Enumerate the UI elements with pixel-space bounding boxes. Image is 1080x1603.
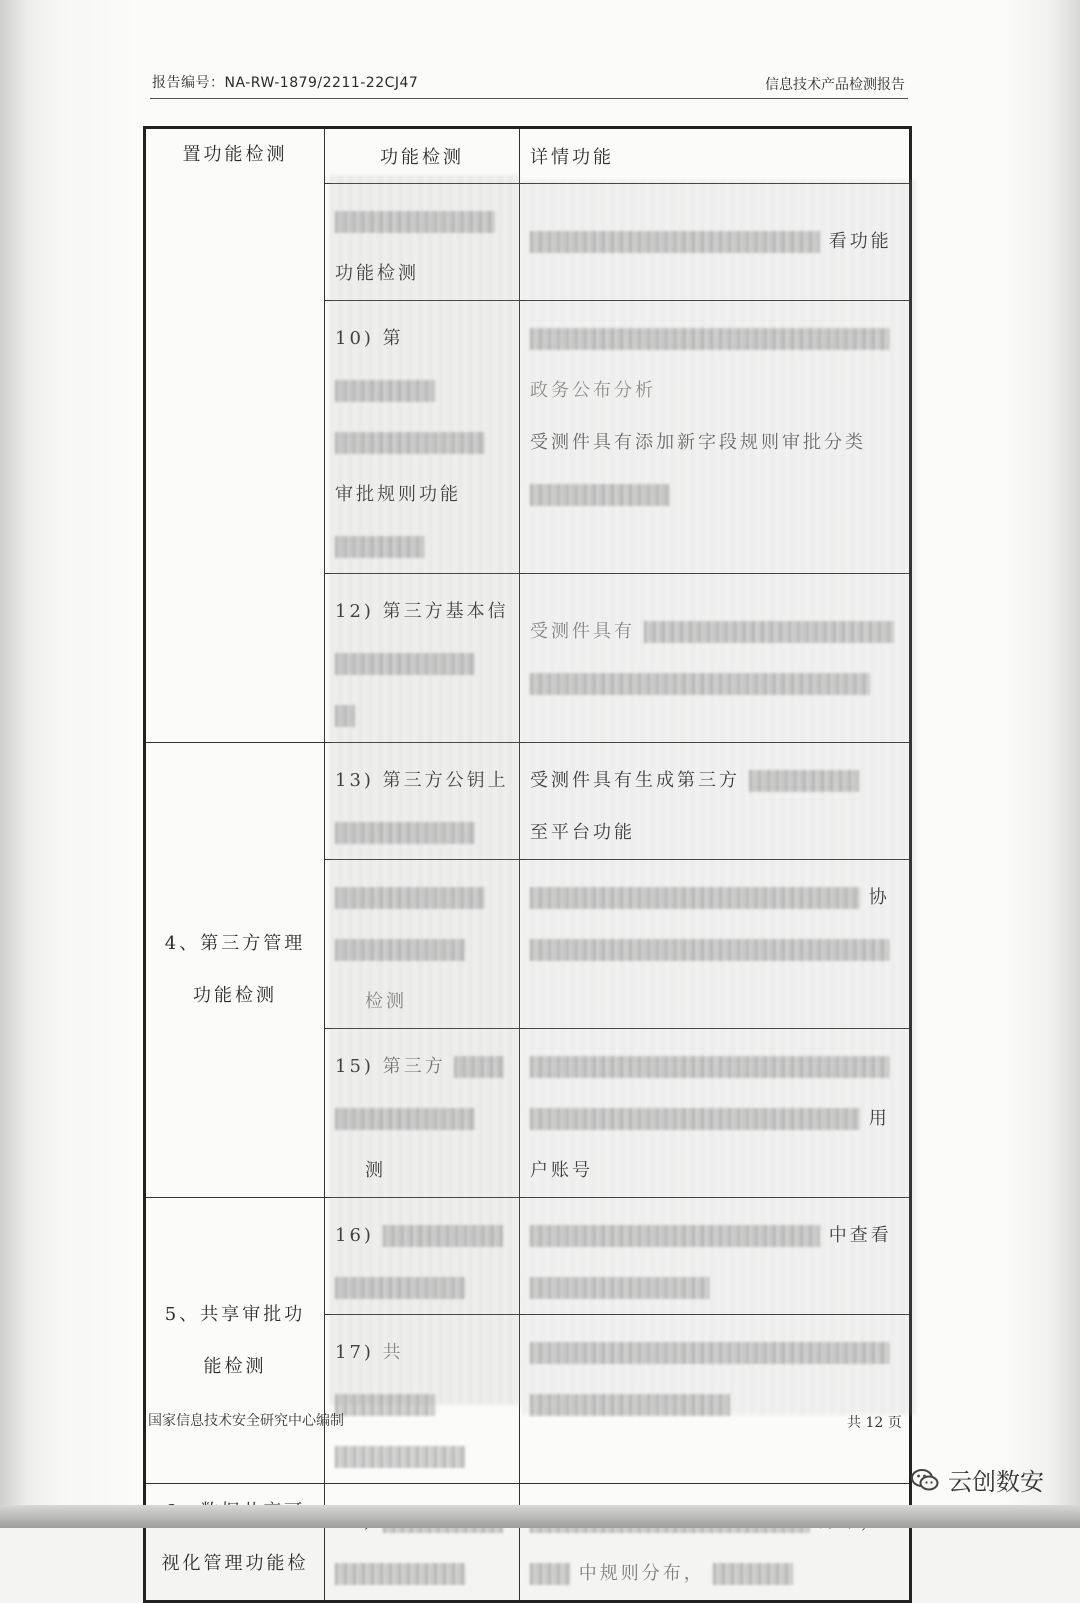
row-14-detail-text: 协 bbox=[868, 887, 890, 908]
redacted-text bbox=[335, 1563, 465, 1585]
row-10-detail-line2: 政务公布分析 bbox=[530, 380, 656, 401]
footer-publisher: 国家信息技术安全研究中心编制 bbox=[148, 1413, 344, 1429]
row-13-detail-line2: 至平台功能 bbox=[530, 822, 635, 843]
redacted-text bbox=[713, 1563, 793, 1585]
col-header-function-text: 功能检测 bbox=[380, 147, 464, 168]
wechat-icon bbox=[910, 1467, 940, 1493]
report-title: 信息技术产品检测报告 bbox=[765, 77, 905, 93]
category-4-label-line1: 4、第三方管理 bbox=[164, 933, 306, 954]
category-6-label-line2: 视化管理功能检 bbox=[161, 1553, 309, 1574]
watermark bbox=[910, 1462, 1044, 1497]
row-10-number: 10) bbox=[335, 328, 374, 349]
row-15-function-last: 测 bbox=[365, 1160, 386, 1181]
row-13-number: 13) bbox=[335, 770, 374, 791]
row-13-function-text: 第三方公钥上 bbox=[382, 770, 509, 791]
row-12-detail-text: 受测件具有 bbox=[530, 621, 635, 642]
row-17-number: 17) bbox=[335, 1342, 374, 1363]
row-12-number: 12) bbox=[335, 601, 374, 622]
row-12-function-text: 第三方基本信 bbox=[382, 601, 509, 622]
category-cell-3 bbox=[145, 128, 325, 743]
redaction-smear bbox=[330, 175, 520, 1405]
col-header-detail-text: 详情功能 bbox=[530, 147, 614, 168]
row-14-function-text: 检测 bbox=[365, 991, 407, 1012]
row-13-detail-text: 受测件具有生成第三方 bbox=[530, 770, 740, 791]
row-17-function-text: 共 bbox=[382, 1342, 404, 1363]
row-10-function-text: 第 bbox=[382, 328, 404, 349]
redacted-text bbox=[335, 1446, 465, 1468]
row-11-detail-text: 受测件具有添加新字段规则审批分类 bbox=[530, 432, 866, 453]
row-11-function-text: 审批规则功能 bbox=[335, 484, 461, 505]
row-15-detail-line3: 户账号 bbox=[530, 1160, 593, 1181]
category-5-label-line2: 能检测 bbox=[203, 1355, 267, 1377]
category-3-label: 置功能检测 bbox=[182, 144, 288, 165]
category-cell-4 bbox=[145, 743, 325, 1198]
table-row-18-function bbox=[325, 1484, 520, 1602]
table-row-18-detail bbox=[520, 1484, 911, 1602]
book-spine-shadow bbox=[0, 0, 28, 1528]
row-18-detail-line2: 中规则分布， bbox=[578, 1563, 705, 1584]
category-cell-6 bbox=[145, 1484, 325, 1602]
row-a-detail-text: 看功能 bbox=[828, 231, 892, 252]
col-header-detail bbox=[520, 128, 911, 184]
page-bottom-edge bbox=[0, 1505, 1080, 1528]
category-4-label-line2: 功能检测 bbox=[193, 985, 277, 1006]
row-a-function-text: 功能检测 bbox=[335, 263, 419, 284]
row-16-detail-text: 中查看 bbox=[828, 1225, 892, 1246]
row-15-number: 15) bbox=[335, 1056, 374, 1077]
row-15-detail-end: 用 bbox=[868, 1108, 890, 1129]
header-divider bbox=[150, 98, 908, 99]
category-cell-5 bbox=[145, 1198, 325, 1484]
row-16-number: 16) bbox=[335, 1225, 374, 1246]
footer-page-count: 共 12 页 bbox=[847, 1415, 902, 1431]
redaction-smear bbox=[522, 180, 917, 1415]
redacted-text bbox=[530, 1563, 570, 1585]
report-number: 报告编号：NA-RW-1879/2211-22CJ47 bbox=[152, 75, 419, 91]
category-5-label-line1: 5、共享审批功 bbox=[164, 1303, 306, 1325]
watermark-text: 云创数安 bbox=[948, 1468, 1044, 1496]
row-15-function-text: 第三方 bbox=[382, 1056, 446, 1077]
